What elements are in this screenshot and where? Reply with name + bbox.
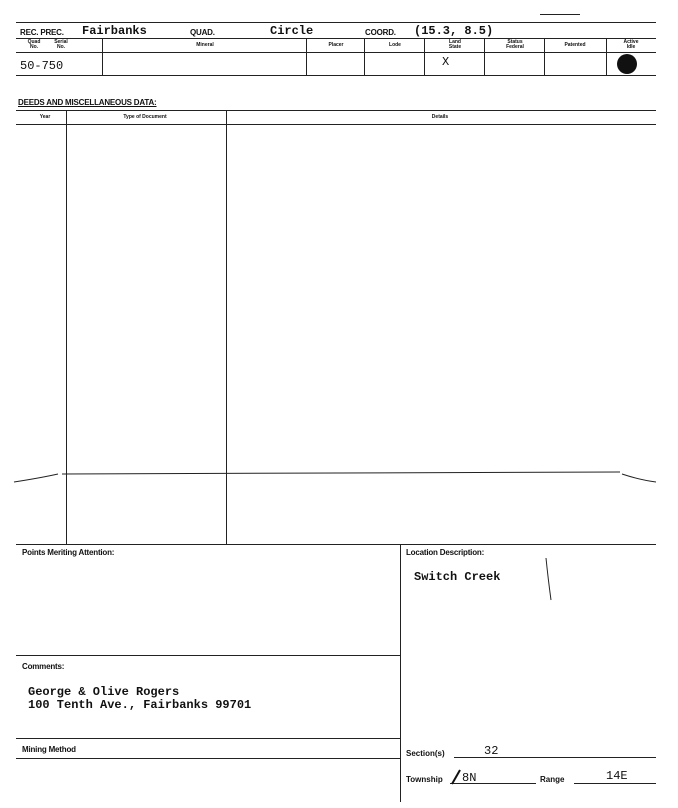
deeds-bottom-rule <box>16 544 656 545</box>
range-line <box>574 783 656 784</box>
col-divider <box>606 38 607 75</box>
row-bottom-rule <box>16 75 656 76</box>
location-description-value: Switch Creek <box>414 570 501 584</box>
col-divider <box>306 38 307 75</box>
township-label: Township <box>406 775 443 784</box>
column-header-rule <box>16 52 656 53</box>
range-value: 14E <box>606 769 628 783</box>
quad-value: Circle <box>270 24 314 38</box>
pen-mark <box>450 768 462 786</box>
col-year: Year <box>39 114 51 120</box>
col-lode: Lode <box>389 42 401 48</box>
col-mineral: Mineral <box>196 42 214 48</box>
col-divider <box>364 38 365 75</box>
comments-line-2: 100 Tenth Ave., Fairbanks 99701 <box>28 698 252 712</box>
header-rule <box>16 38 656 39</box>
pen-stroke <box>540 556 556 602</box>
points-meriting-label: Points Meriting Attention: <box>22 548 115 557</box>
mining-method-label: Mining Method <box>22 745 76 754</box>
col-divider <box>484 38 485 75</box>
range-label: Range <box>540 775 565 784</box>
comments-bottom-rule <box>16 738 400 739</box>
col-divider <box>544 38 545 75</box>
top-rule <box>16 22 656 23</box>
col-divider <box>424 38 425 75</box>
quad-label: QUAD. <box>190 28 215 37</box>
township-value: 8N <box>462 771 477 785</box>
section-label: Section(s) <box>406 749 445 758</box>
comments-line-1: George & Olive Rogers <box>28 685 180 699</box>
deeds-title: DEEDS AND MISCELLANEOUS DATA: <box>18 98 157 107</box>
active-dot <box>617 54 637 74</box>
mining-method-rule <box>16 758 400 759</box>
col-land-state: Land State <box>448 39 462 50</box>
quad-no-value: 50-750 <box>20 59 64 73</box>
col-divider <box>102 38 103 75</box>
rec-prec-label: REC. PREC. <box>20 28 64 37</box>
deeds-midline <box>0 460 678 500</box>
col-patented: Patented <box>564 42 586 48</box>
deeds-top-rule <box>16 110 656 111</box>
section-value: 32 <box>484 744 499 758</box>
bottom-col-divider <box>400 544 401 802</box>
coord-label: COORD. <box>365 28 396 37</box>
deeds-header-rule <box>16 124 656 125</box>
col-status-federal: Status Federal <box>506 39 524 50</box>
col-active-idle: Active Idle <box>623 39 639 50</box>
col-placer: Placer <box>328 42 344 48</box>
points-bottom-rule <box>16 655 400 656</box>
col-serial-no: Serial No. <box>54 39 68 50</box>
comments-label: Comments: <box>22 662 65 671</box>
col-quad-no: Quad No. <box>27 39 41 50</box>
location-description-label: Location Description: <box>406 548 485 557</box>
col-type-of-document: Type of Document <box>123 114 167 120</box>
top-rule-mark <box>540 14 580 15</box>
rec-prec-value: Fairbanks <box>82 24 147 38</box>
col-details: Details <box>431 114 449 120</box>
land-state-mark: X <box>442 55 450 69</box>
coord-value: (15.3, 8.5) <box>414 24 494 38</box>
